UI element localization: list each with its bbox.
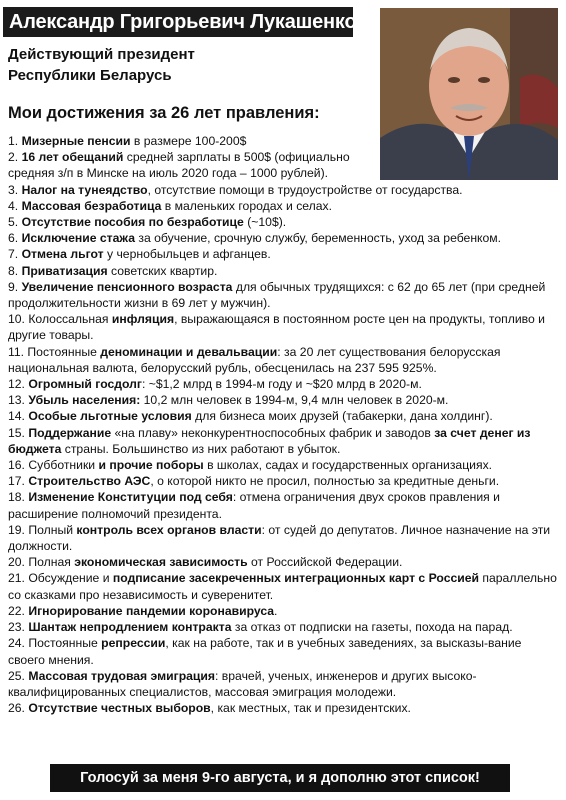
list-item bbox=[8, 457, 560, 473]
list-item-text: 2. bbox=[8, 150, 22, 165]
list-item-text: 18. bbox=[8, 490, 29, 505]
list-item-text: : за 20 лет существования белорусская национальная валюта, белорусский рубль, обесценилась на 237 595 925%. bbox=[8, 344, 501, 375]
list-item-text: для бизнеса моих друзей (табакерки, дана холдинг). bbox=[191, 409, 493, 424]
list-item-text: «на плаву» неконкурентноспособных фабрик и заводов bbox=[111, 425, 435, 440]
list-item-text: : отмена ограничения двух сроков правления и расширение полномочий президента. bbox=[8, 490, 500, 521]
list-item-text: 23. bbox=[8, 620, 29, 635]
list-item-text: . bbox=[274, 603, 278, 618]
list-item bbox=[8, 376, 560, 392]
list-item-emphasis: Увеличение пенсионного возраста bbox=[21, 279, 233, 294]
list-item-text: 24. Постоянные bbox=[8, 636, 102, 651]
list-item bbox=[8, 311, 560, 343]
list-item bbox=[8, 344, 560, 376]
list-item-emphasis: Убыль населения: bbox=[28, 393, 141, 408]
list-item-text: 16. Субботники bbox=[8, 458, 99, 473]
list-item-text: 1. bbox=[8, 134, 22, 148]
list-item-emphasis: Исключение стажа bbox=[21, 231, 135, 246]
list-item-text: страны. Большинство из них работают в убыток. bbox=[61, 441, 341, 456]
list-item bbox=[8, 408, 560, 424]
list-item bbox=[8, 198, 560, 214]
list-item-text: 6. bbox=[8, 231, 22, 246]
list-item-text: 4. bbox=[8, 198, 22, 213]
subtitle bbox=[8, 44, 195, 86]
name-banner: Александр Григорьевич Лукашенко bbox=[3, 7, 353, 37]
list-item bbox=[8, 700, 560, 716]
list-item-emphasis: 16 лет обещаний bbox=[21, 150, 124, 165]
subtitle-line-1: Действующий президент bbox=[8, 46, 195, 63]
list-item-text: 26. bbox=[8, 701, 29, 716]
list-item-emphasis: Отсутствие пособия по безработице bbox=[21, 215, 244, 230]
list-item-emphasis: Приватизация bbox=[21, 263, 108, 278]
achievements-list bbox=[8, 133, 560, 716]
list-item-emphasis: Изменение Конституции под себя bbox=[28, 490, 233, 505]
list-item-text: 11. Постоянные bbox=[8, 344, 101, 359]
list-item-text: 3. bbox=[8, 182, 22, 197]
list-item-emphasis: экономическая зависимость bbox=[74, 555, 248, 570]
achievements-heading: Мои достижения за 26 лет правления: bbox=[8, 104, 320, 122]
list-item-text: 19. Полный bbox=[8, 522, 77, 537]
list-item-text: : врачей, ученых, инженеров и других высоко-квалифицированных специалистов, массовая эмиграция молодежи. bbox=[8, 668, 477, 699]
list-item-text: 13. bbox=[8, 393, 29, 408]
list-item-text: 17. bbox=[8, 474, 29, 489]
list-item-text: параллельно со сказками про независимость и суверенитет. bbox=[8, 571, 557, 602]
list-item-text: для обычных трудящихся: с 62 до 65 лет (при средней продолжительности жизни в 69 лет у мужчин). bbox=[8, 279, 546, 311]
list-item-text: за отказ от подписки на газеты, похода на парад. bbox=[231, 620, 513, 635]
list-item-text: в маленьких городах и селах. bbox=[161, 198, 333, 213]
list-item-emphasis: Огромный госдолг bbox=[28, 377, 142, 392]
list-item bbox=[8, 489, 560, 521]
list-item-emphasis: Массовая трудовая эмиграция bbox=[28, 668, 216, 683]
footer-banner: Голосуй за меня 9-го августа, и я дополню этот список! bbox=[50, 764, 510, 792]
list-item-emphasis: контроль всех органов власти bbox=[76, 522, 262, 537]
list-item-text: , отсутствие помощи в трудоустройстве от государства. bbox=[147, 182, 463, 197]
list-item-text: 14. bbox=[8, 409, 29, 424]
list-item bbox=[8, 392, 560, 408]
list-item-text: , как на работе, так и в учебных заведениях, за высказы-вание своего мнения. bbox=[8, 636, 522, 667]
list-item bbox=[8, 635, 560, 667]
list-item-emphasis: за счет денег из бюджета bbox=[8, 425, 531, 456]
list-item bbox=[8, 214, 560, 230]
list-item-emphasis: подписание засекреченных интеграционных карт с Россией bbox=[112, 571, 480, 586]
list-item-text: 22. bbox=[8, 603, 29, 618]
list-item bbox=[8, 133, 380, 149]
list-item bbox=[8, 149, 380, 181]
list-item bbox=[8, 230, 560, 246]
list-item-emphasis: Отсутствие честных выборов bbox=[28, 701, 211, 716]
list-item-emphasis: Шантаж непродлением контракта bbox=[28, 620, 232, 635]
list-item-text: (~10$). bbox=[243, 215, 287, 230]
list-item bbox=[8, 246, 560, 262]
list-item-text: в размере 100-200$ bbox=[130, 134, 247, 148]
list-item-emphasis: инфляция bbox=[111, 312, 175, 327]
list-item-text: 9. bbox=[8, 279, 22, 294]
list-item-text: : ~$1,2 млрд в 1994-м году и ~$20 млрд в 2020-м. bbox=[141, 377, 422, 392]
list-item-text: у чернобыльцев и афганцев. bbox=[103, 247, 271, 262]
list-item-text: советских квартир. bbox=[107, 263, 218, 278]
list-item-text: от Российской Федерации. bbox=[247, 555, 403, 570]
list-item-text: , о которой никто не просил, полностью за кредитные деньги. bbox=[150, 474, 500, 489]
list-item-emphasis: Отмена льгот bbox=[21, 247, 104, 262]
list-item-text: , выражающаяся в постоянном росте цен на продукты, топливо и другие товары. bbox=[8, 312, 545, 343]
list-item-text: 12. bbox=[8, 377, 29, 392]
list-item-emphasis: репрессии bbox=[101, 636, 166, 651]
list-item-text: 20. Полная bbox=[8, 555, 75, 570]
list-item-text: 5. bbox=[8, 215, 22, 230]
list-item-text: : от судей до депутатов. Личное назначение на эти должности. bbox=[8, 522, 551, 554]
list-item-emphasis: Налог на тунеядство bbox=[21, 182, 148, 197]
list-item bbox=[8, 263, 560, 279]
list-item-emphasis: Поддержание bbox=[28, 425, 112, 440]
list-item-emphasis: Строительство АЭС bbox=[28, 474, 151, 489]
list-item-text: в школах, садах и государственных организациях. bbox=[203, 458, 493, 473]
list-item bbox=[8, 279, 560, 311]
list-item bbox=[8, 182, 560, 198]
list-item-text: 21. Обсуждение и bbox=[8, 571, 113, 586]
list-item-emphasis: Особые льготные условия bbox=[28, 409, 192, 424]
list-item-text: 10,2 млн человек в 1994-м, 9,4 млн человек в 2020-м. bbox=[140, 393, 449, 408]
list-item-text: 8. bbox=[8, 263, 22, 278]
list-item-text: , как местных, так и президентских. bbox=[210, 701, 411, 716]
list-item-emphasis: Мизерные пенсии bbox=[21, 134, 131, 148]
list-item bbox=[8, 473, 560, 489]
list-item bbox=[8, 522, 560, 554]
list-item-emphasis: деноминации и девальвации bbox=[100, 344, 278, 359]
list-item-text: 7. bbox=[8, 247, 22, 262]
list-item bbox=[8, 425, 560, 457]
list-item-emphasis: Массовая безработица bbox=[21, 198, 162, 213]
list-item-text: 15. bbox=[8, 425, 29, 440]
list-item-text: 25. bbox=[8, 668, 29, 683]
list-item-text: средней зарплаты в 500$ (официально средняя з/п в Минске на июль 2020 года – 1000 рублей). bbox=[8, 150, 350, 181]
list-item bbox=[8, 554, 560, 570]
list-item bbox=[8, 619, 560, 635]
list-item bbox=[8, 570, 560, 602]
list-item-emphasis: Игнорирование пандемии коронавируса bbox=[28, 603, 275, 618]
list-item bbox=[8, 668, 560, 700]
list-item-emphasis: и прочие поборы bbox=[98, 458, 204, 473]
list-item-text: за обучение, срочную службу, беременность, уход за ребенком. bbox=[135, 231, 502, 246]
subtitle-line-2: Республики Беларусь bbox=[8, 67, 172, 84]
list-item-text: 10. Колоссальная bbox=[8, 312, 112, 327]
list-item bbox=[8, 603, 560, 619]
